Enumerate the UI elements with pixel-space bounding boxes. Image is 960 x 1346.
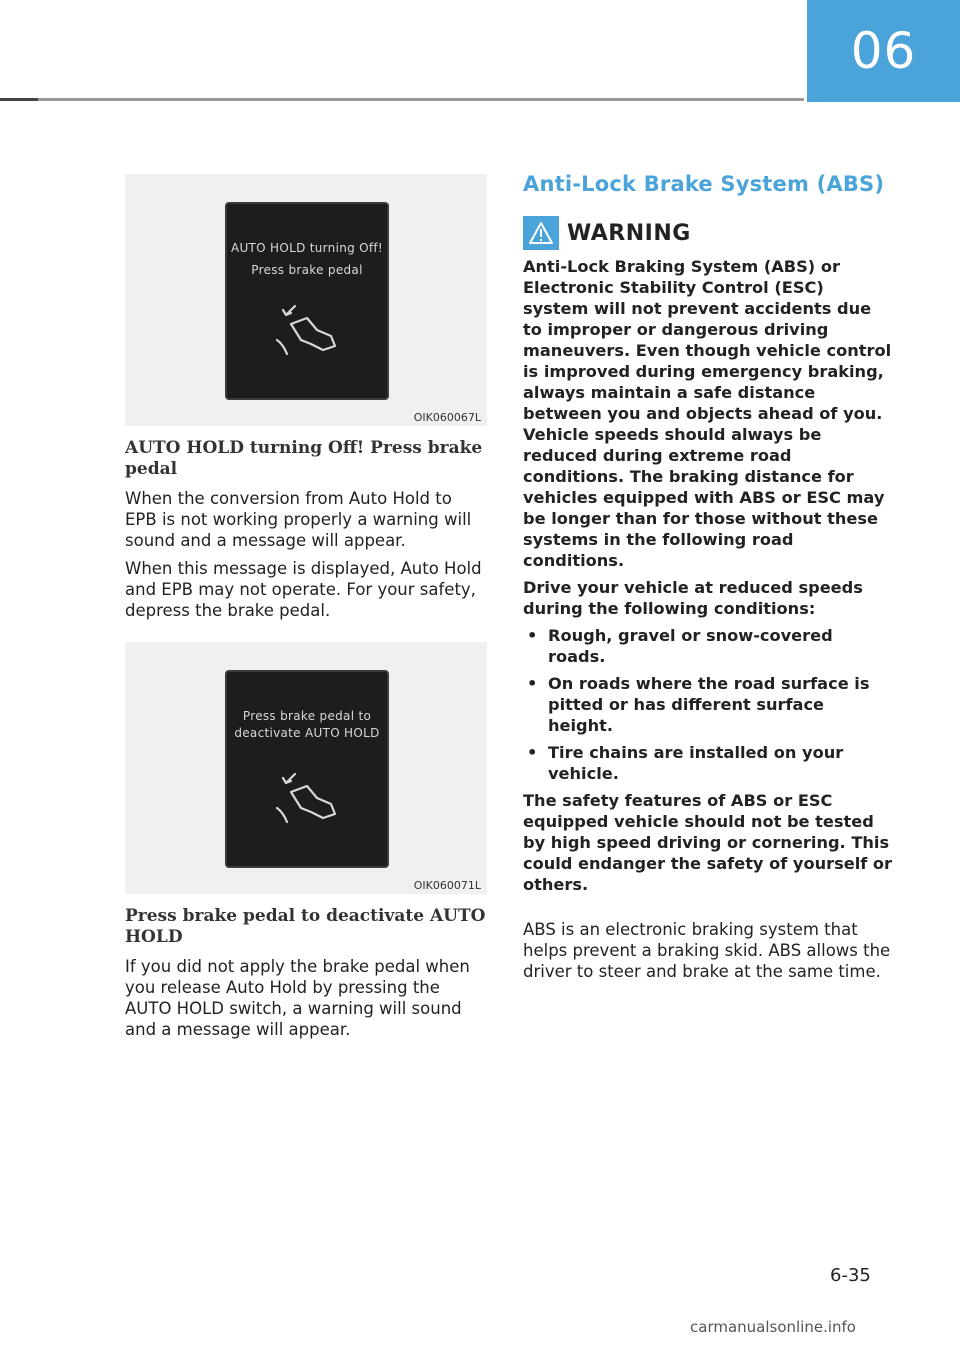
body-paragraph: When the conversion from Auto Hold to EPB is not working properly a warning will sound and a message will appear. <box>125 489 472 550</box>
warning-bullet-list <box>523 625 893 784</box>
warning-paragraph: The safety features of ABS or ESC equipped vehicle should not be tested by high speed driving or cornering. This could endanger the safety of yourself or others. <box>523 791 893 894</box>
right-column <box>523 172 893 982</box>
watermark: carmanualsonline.info <box>690 1318 856 1336</box>
page-number: 6-35 <box>830 1265 871 1286</box>
warning-paragraph: Anti-Lock Braking System (ABS) or Electronic Stability Control (ESC) system will not prevent accidents due to improper or dangerous driving maneuvers. Even though vehicle control is improved during emergency braking, always maintain a safe distance between you and objects ahead of you. Vehicle speeds should always be reduced during extreme road conditions. The braking distance for vehicles equipped with ABS or ESC may be longer than for those without these systems in the following road conditions. <box>523 257 892 570</box>
cluster-display <box>225 670 389 868</box>
left-column <box>125 174 487 1047</box>
figure-code: OIK060071L <box>413 879 481 892</box>
list-item: • On roads where the road surface is pitted or has different surface height. <box>523 673 893 736</box>
brake-pedal-icon <box>273 300 341 360</box>
body-paragraph: When this message is displayed, Auto Hold and EPB may not operate. For your safety, depress the brake pedal. <box>125 559 482 620</box>
body-paragraph: ABS is an electronic braking system that helps prevent a braking skid. ABS allows the driver to steer and brake at the same time. <box>523 920 891 981</box>
warning-label: WARNING <box>567 220 691 246</box>
list-item: • Rough, gravel or snow-covered roads. <box>523 625 893 667</box>
section-title: Press brake pedal to deactivate AUTO HOLD <box>125 906 486 947</box>
header-rule <box>0 98 804 101</box>
brake-pedal-icon <box>273 768 341 828</box>
display-message-line1: AUTO HOLD turning Off! <box>230 241 384 255</box>
cluster-display <box>225 202 389 400</box>
list-item: • Tire chains are installed on your vehicle. <box>523 742 893 784</box>
display-message-line2: Press brake pedal <box>251 263 363 277</box>
warning-triangle-icon <box>523 216 559 250</box>
display-message-line1: Press brake pedal to <box>242 709 372 723</box>
chapter-tab: 06 <box>807 0 960 102</box>
figure-deactivate-auto-hold <box>125 642 487 894</box>
warning-header <box>523 216 893 250</box>
figure-code: OIK060067L <box>413 411 481 424</box>
warning-paragraph: Drive your vehicle at reduced speeds during the following conditions: <box>523 578 863 618</box>
section-title: AUTO HOLD turning Off! Press brake pedal <box>125 438 483 479</box>
figure-auto-hold-off <box>125 174 487 426</box>
abs-section-title: Anti-Lock Brake System (ABS) <box>523 172 885 196</box>
display-message-line2: deactivate AUTO HOLD <box>234 726 380 740</box>
body-paragraph: If you did not apply the brake pedal when you release Auto Hold by pressing the AUTO HOLD switch, a warning will sound and a message will appear. <box>125 957 470 1039</box>
